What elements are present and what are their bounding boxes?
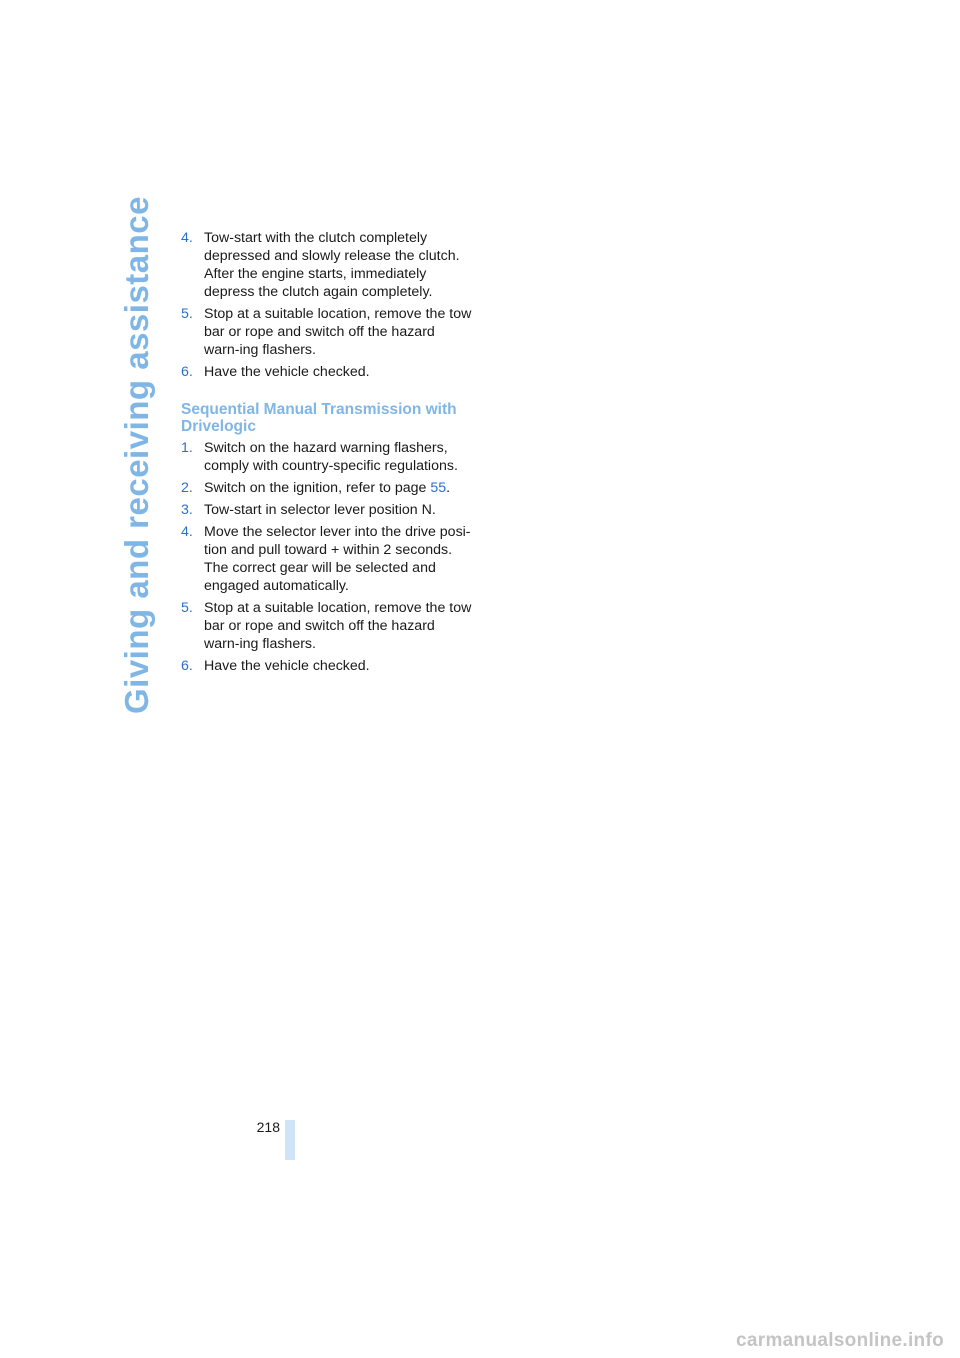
step-text-part: . bbox=[446, 480, 451, 496]
list-item bbox=[181, 599, 473, 653]
list-item bbox=[181, 479, 473, 497]
section-heading-line1: Sequential Manual Transmission with bbox=[181, 401, 457, 418]
step-number: 2. bbox=[181, 480, 193, 496]
step-text: Have the vehicle checked. bbox=[204, 658, 370, 674]
chapter-side-tab bbox=[112, 195, 162, 715]
step-text bbox=[204, 479, 473, 497]
step-number: 4. bbox=[181, 230, 193, 246]
page-reference-link[interactable]: 55 bbox=[430, 480, 447, 496]
section-heading-line2: Drivelogic bbox=[181, 418, 256, 435]
step-number: 5. bbox=[181, 306, 193, 322]
step-number: 3. bbox=[181, 502, 193, 518]
step-text: Have the vehicle checked. bbox=[204, 364, 370, 380]
step-number: 1. bbox=[181, 440, 193, 456]
list-item bbox=[181, 229, 473, 301]
step-text: Tow-start with the clutch completely depressed and slowly release the clutch. After the engine starts, immediately depress the clutch again completely. bbox=[204, 230, 460, 300]
content-column bbox=[181, 229, 473, 679]
step-text: Stop at a suitable location, remove the tow bar or rope and switch off the hazard warn-ing flashers. bbox=[204, 306, 472, 358]
step-number: 4. bbox=[181, 524, 193, 540]
step-text: Switch on the hazard warning flashers, comply with country-specific regulations. bbox=[204, 440, 458, 474]
list-item bbox=[181, 439, 473, 475]
step-number: 6. bbox=[181, 658, 193, 674]
list-item bbox=[181, 523, 473, 595]
watermark: carmanualsonline.info bbox=[736, 1330, 944, 1351]
list-item bbox=[181, 305, 473, 359]
step-text: Move the selector lever into the drive posi-tion and pull toward + within 2 seconds. The correct gear will be selected and engaged automatically. bbox=[204, 524, 471, 594]
step-text: Tow-start in selector lever position N. bbox=[204, 502, 436, 518]
step-number: 5. bbox=[181, 600, 193, 616]
step-number: 6. bbox=[181, 364, 193, 380]
step-text: Stop at a suitable location, remove the tow bar or rope and switch off the hazard warn-ing flashers. bbox=[204, 600, 472, 652]
step-text-part: Switch on the ignition, refer to page bbox=[204, 480, 431, 496]
list-item bbox=[181, 501, 473, 519]
chapter-title: Giving and receiving assistance bbox=[118, 195, 155, 715]
list-item bbox=[181, 363, 473, 381]
list-item bbox=[181, 657, 473, 675]
section-heading bbox=[181, 401, 473, 435]
page-marker-bar bbox=[285, 1120, 295, 1160]
page-number: 218 bbox=[256, 1119, 280, 1135]
